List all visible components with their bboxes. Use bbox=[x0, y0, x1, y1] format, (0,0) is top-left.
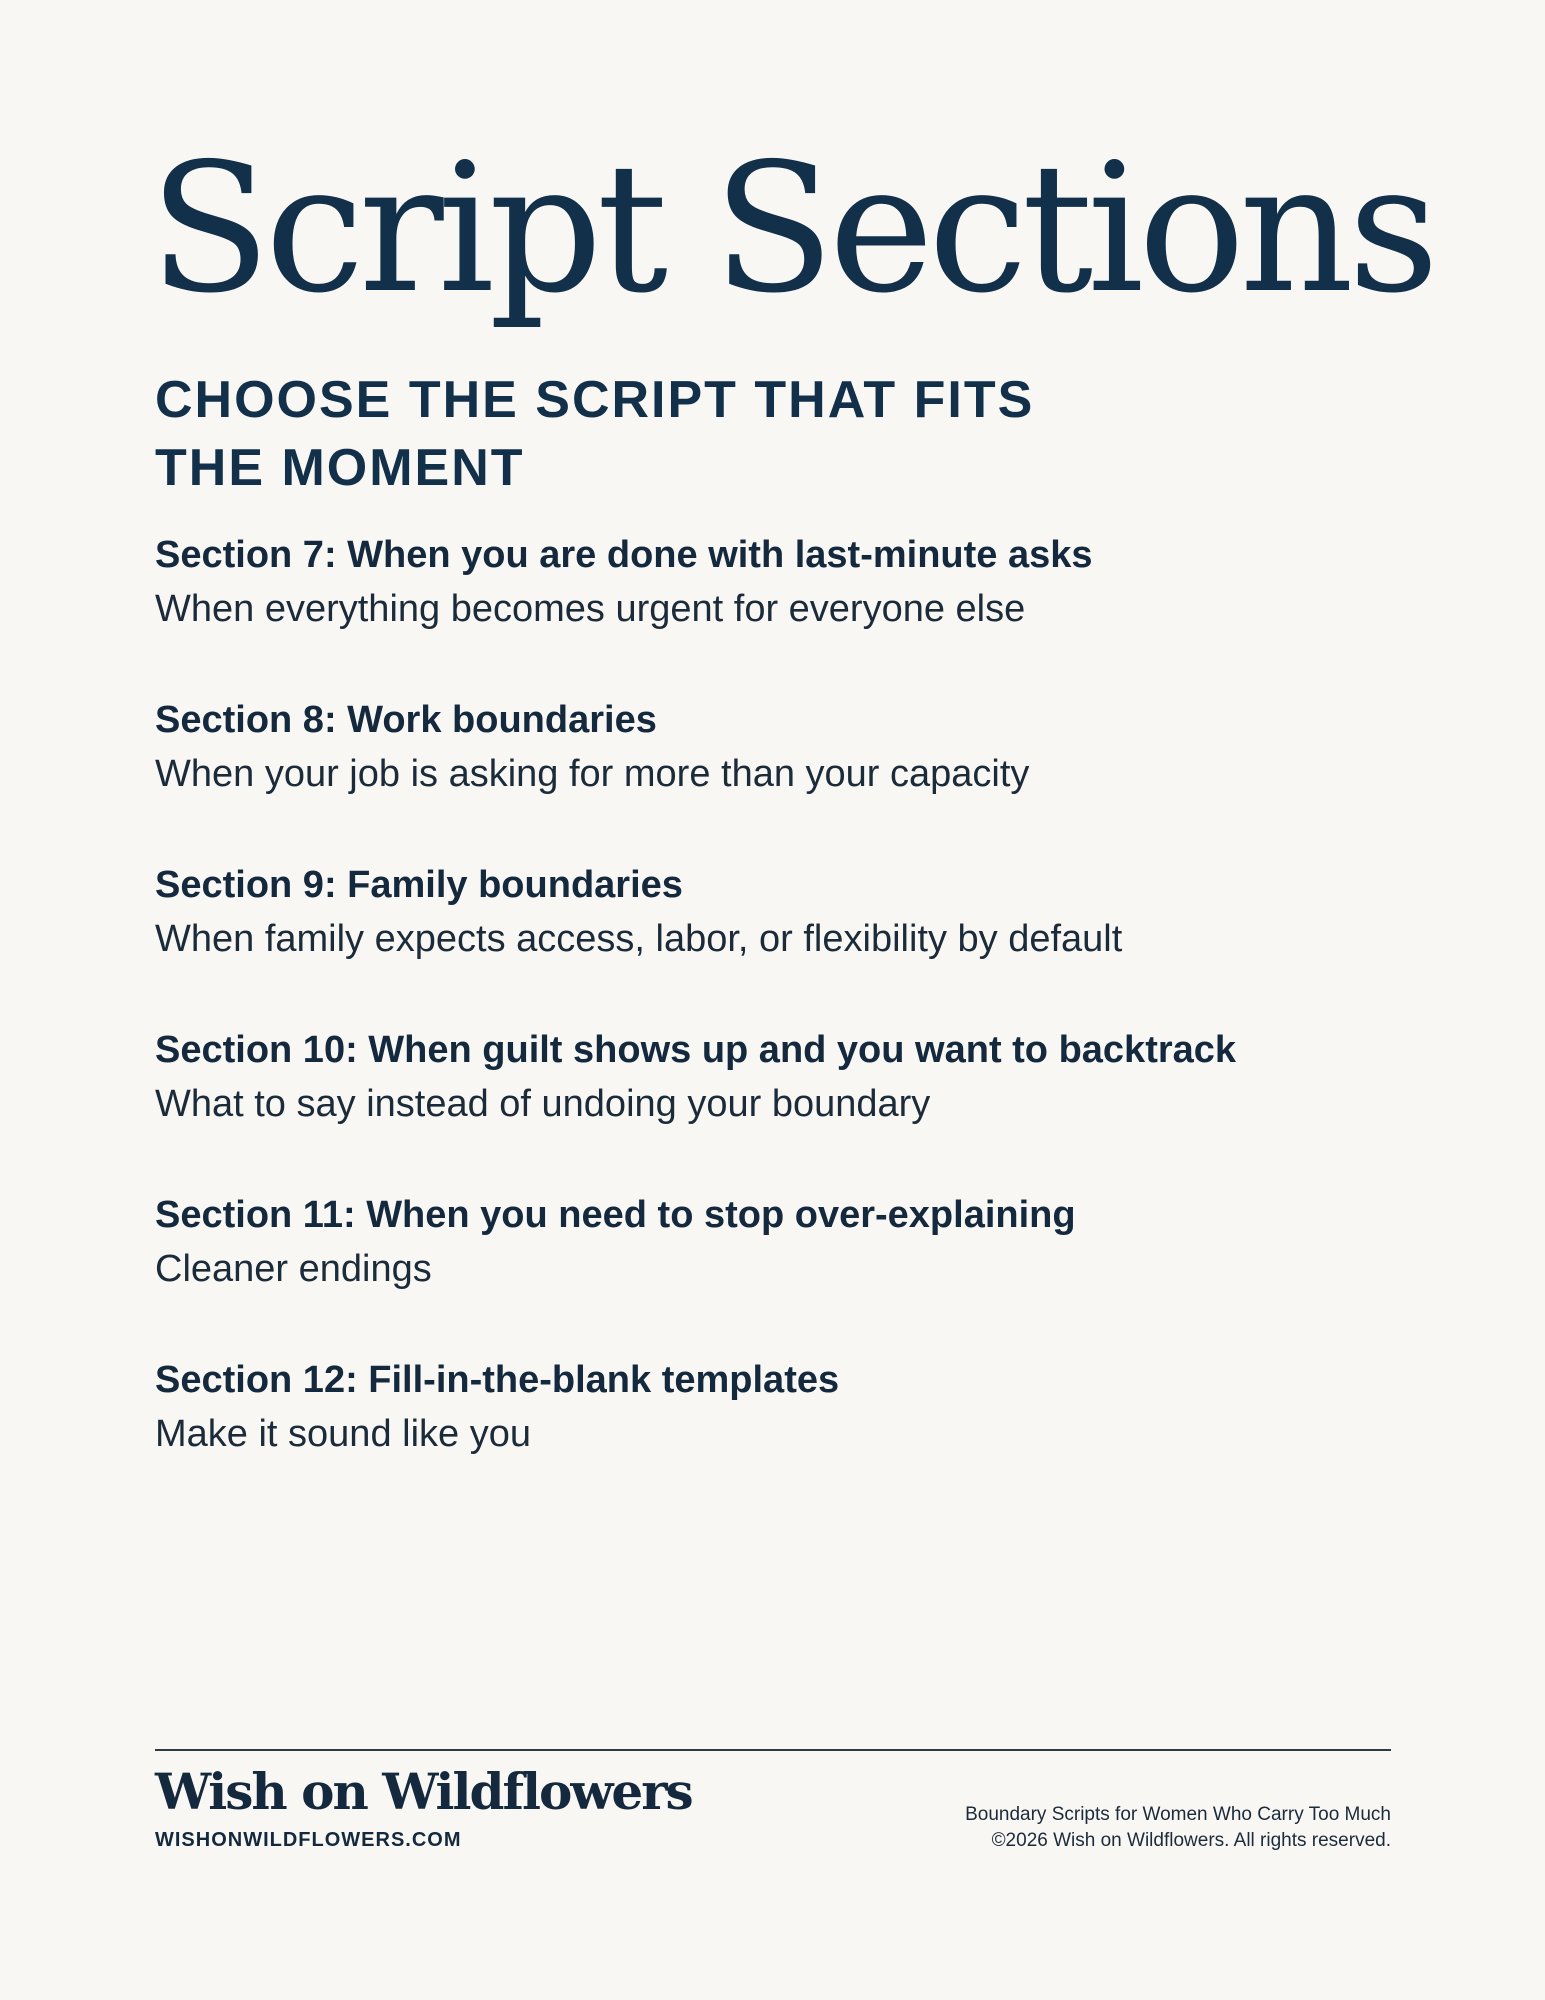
section-description: Cleaner endings bbox=[155, 1248, 432, 1290]
section-heading: Section 8: Work boundaries bbox=[155, 699, 657, 741]
page bbox=[149, 0, 1434, 2000]
section-heading: Section 7: When you are done with last-minute asks bbox=[155, 534, 1093, 576]
section-list bbox=[155, 528, 1391, 1518]
section-item bbox=[155, 528, 1391, 693]
section-description: When everything becomes urgent for everyone else bbox=[155, 588, 1026, 630]
section-description: What to say instead of undoing your boundary bbox=[155, 1083, 931, 1125]
book-title: Boundary Scripts for Women Who Carry Too Much bbox=[965, 1804, 1391, 1825]
section-heading: Section 10: When guilt shows up and you want to backtrack bbox=[155, 1029, 1237, 1071]
page-title: Script Sections bbox=[149, 125, 1434, 332]
footer-credits bbox=[965, 1802, 1391, 1854]
brand-url: WISHONWILDFLOWERS.COM bbox=[155, 1829, 462, 1851]
brand-logo: Wish on Wildflowers bbox=[155, 1762, 692, 1821]
section-heading: Section 9: Family boundaries bbox=[155, 864, 683, 906]
section-description: When your job is asking for more than your capacity bbox=[155, 753, 1030, 795]
copyright-notice: ©2026 Wish on Wildflowers. All rights reserved. bbox=[991, 1830, 1391, 1851]
section-description: When family expects access, labor, or flexibility by default bbox=[155, 918, 1123, 960]
section-item bbox=[155, 693, 1391, 858]
section-heading: Section 12: Fill-in-the-blank templates bbox=[155, 1359, 840, 1401]
footer-divider bbox=[155, 1749, 1391, 1751]
page-subtitle: CHOOSE THE SCRIPT THAT FITS THE MOMENT bbox=[155, 371, 1035, 497]
section-item bbox=[155, 1353, 1391, 1518]
section-item bbox=[155, 858, 1391, 1023]
section-item bbox=[155, 1023, 1391, 1188]
section-item bbox=[155, 1188, 1391, 1353]
section-description: Make it sound like you bbox=[155, 1413, 531, 1455]
section-heading: Section 11: When you need to stop over-explaining bbox=[155, 1194, 1076, 1236]
